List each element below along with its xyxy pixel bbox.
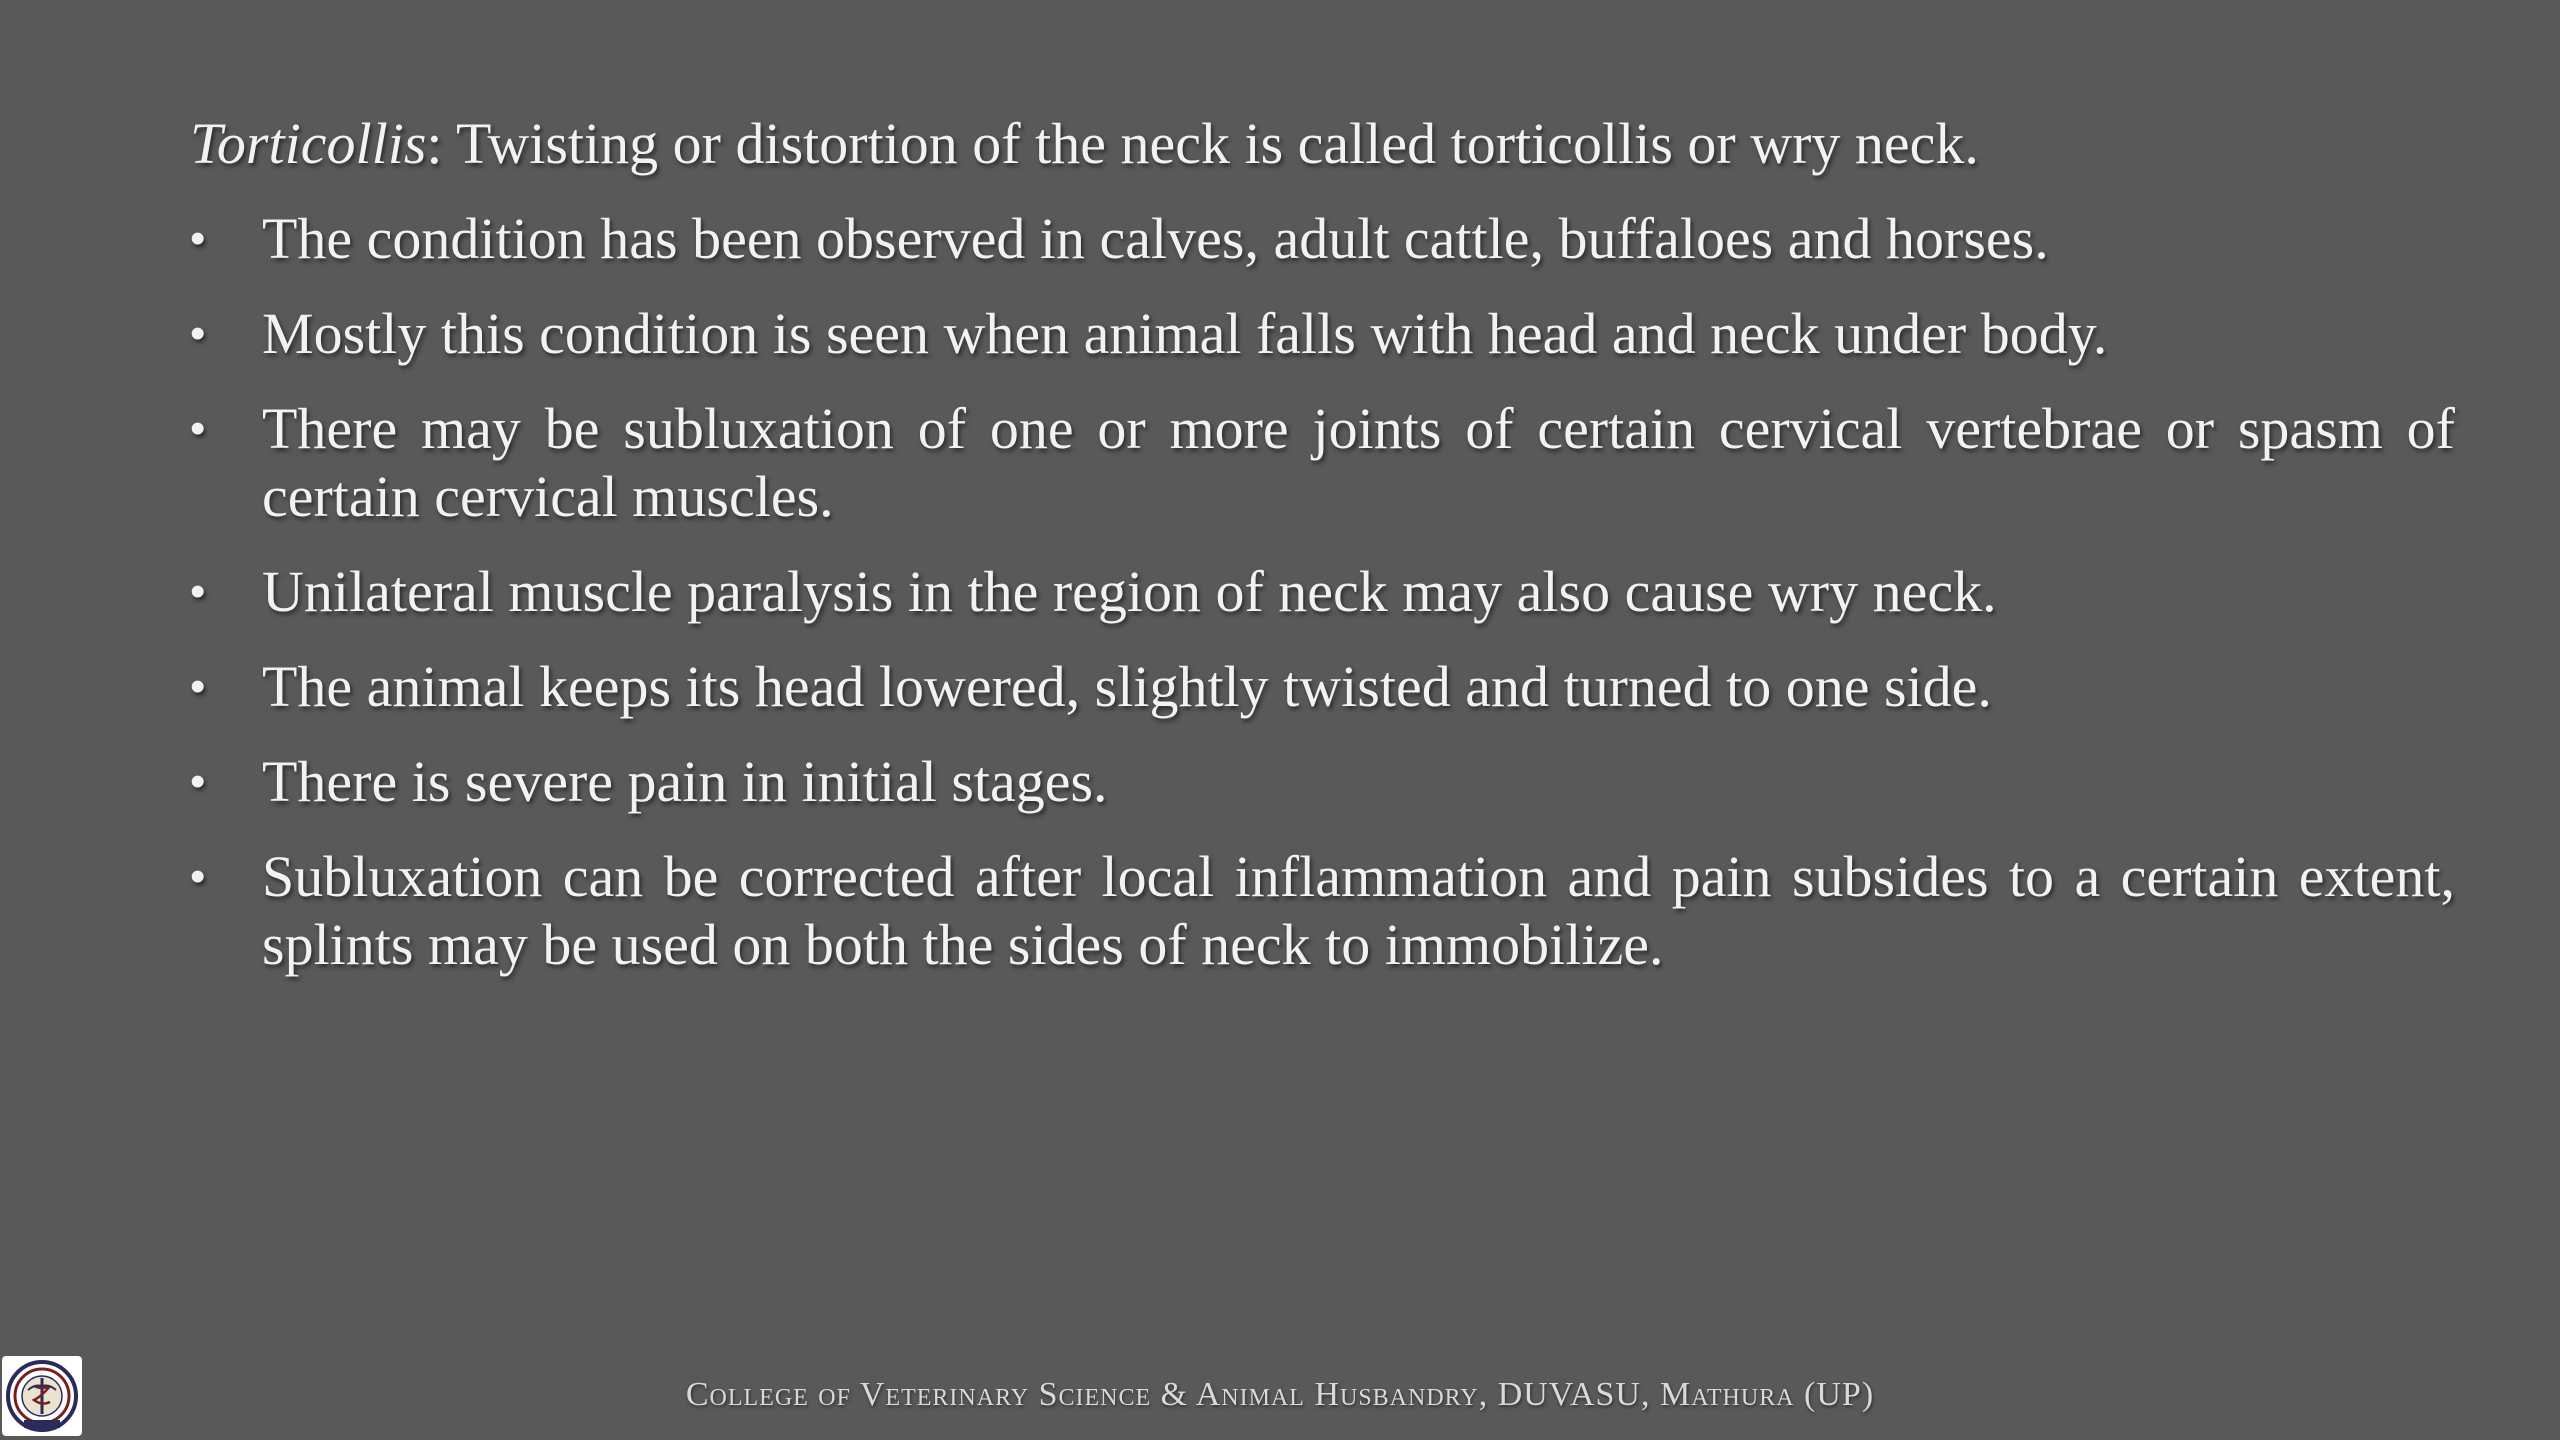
list-item xyxy=(190,748,2455,816)
bullet-icon: • xyxy=(190,852,206,901)
list-item xyxy=(190,300,2455,368)
list-item-text: Unilateral muscle paralysis in the region of neck may also cause wry neck. xyxy=(262,559,1997,624)
intro-definition: : Twisting or distortion of the neck is called torticollis or wry neck. xyxy=(426,111,1979,176)
list-item-text: There is severe pain in initial stages. xyxy=(262,749,1108,814)
bullet-icon: • xyxy=(190,214,206,263)
footer-text: College of Veterinary Science & Animal Husbandry, DUVASU, Mathura (UP) xyxy=(685,1376,1875,1413)
list-item xyxy=(190,558,2455,626)
list-item-text: The animal keeps its head lowered, slightly twisted and turned to one side. xyxy=(262,654,1992,719)
bullet-icon: • xyxy=(190,309,206,358)
bullet-list xyxy=(190,205,2455,979)
list-item-text: The condition has been observed in calves, adult cattle, buffaloes and horses. xyxy=(262,206,2049,271)
intro-paragraph xyxy=(190,110,2455,178)
list-item-text: There may be subluxation of one or more joints of certain cervical vertebrae or spasm of certain cervical muscles. xyxy=(262,396,2455,529)
bullet-icon: • xyxy=(190,404,206,453)
list-item-text: Subluxation can be corrected after local inflammation and pain subsides to a certain extent, splints may be used on both the sides of neck to immobilize. xyxy=(262,844,2455,977)
list-item xyxy=(190,395,2455,531)
slide-content xyxy=(190,110,2455,1006)
bullet-icon: • xyxy=(190,662,206,711)
list-item xyxy=(190,843,2455,979)
list-item xyxy=(190,205,2455,273)
bullet-icon: • xyxy=(190,757,206,806)
list-item xyxy=(190,653,2455,721)
intro-term: Torticollis xyxy=(190,111,427,176)
list-item-text: Mostly this condition is seen when animal falls with head and neck under body. xyxy=(262,301,2108,366)
bullet-icon: • xyxy=(190,567,206,616)
